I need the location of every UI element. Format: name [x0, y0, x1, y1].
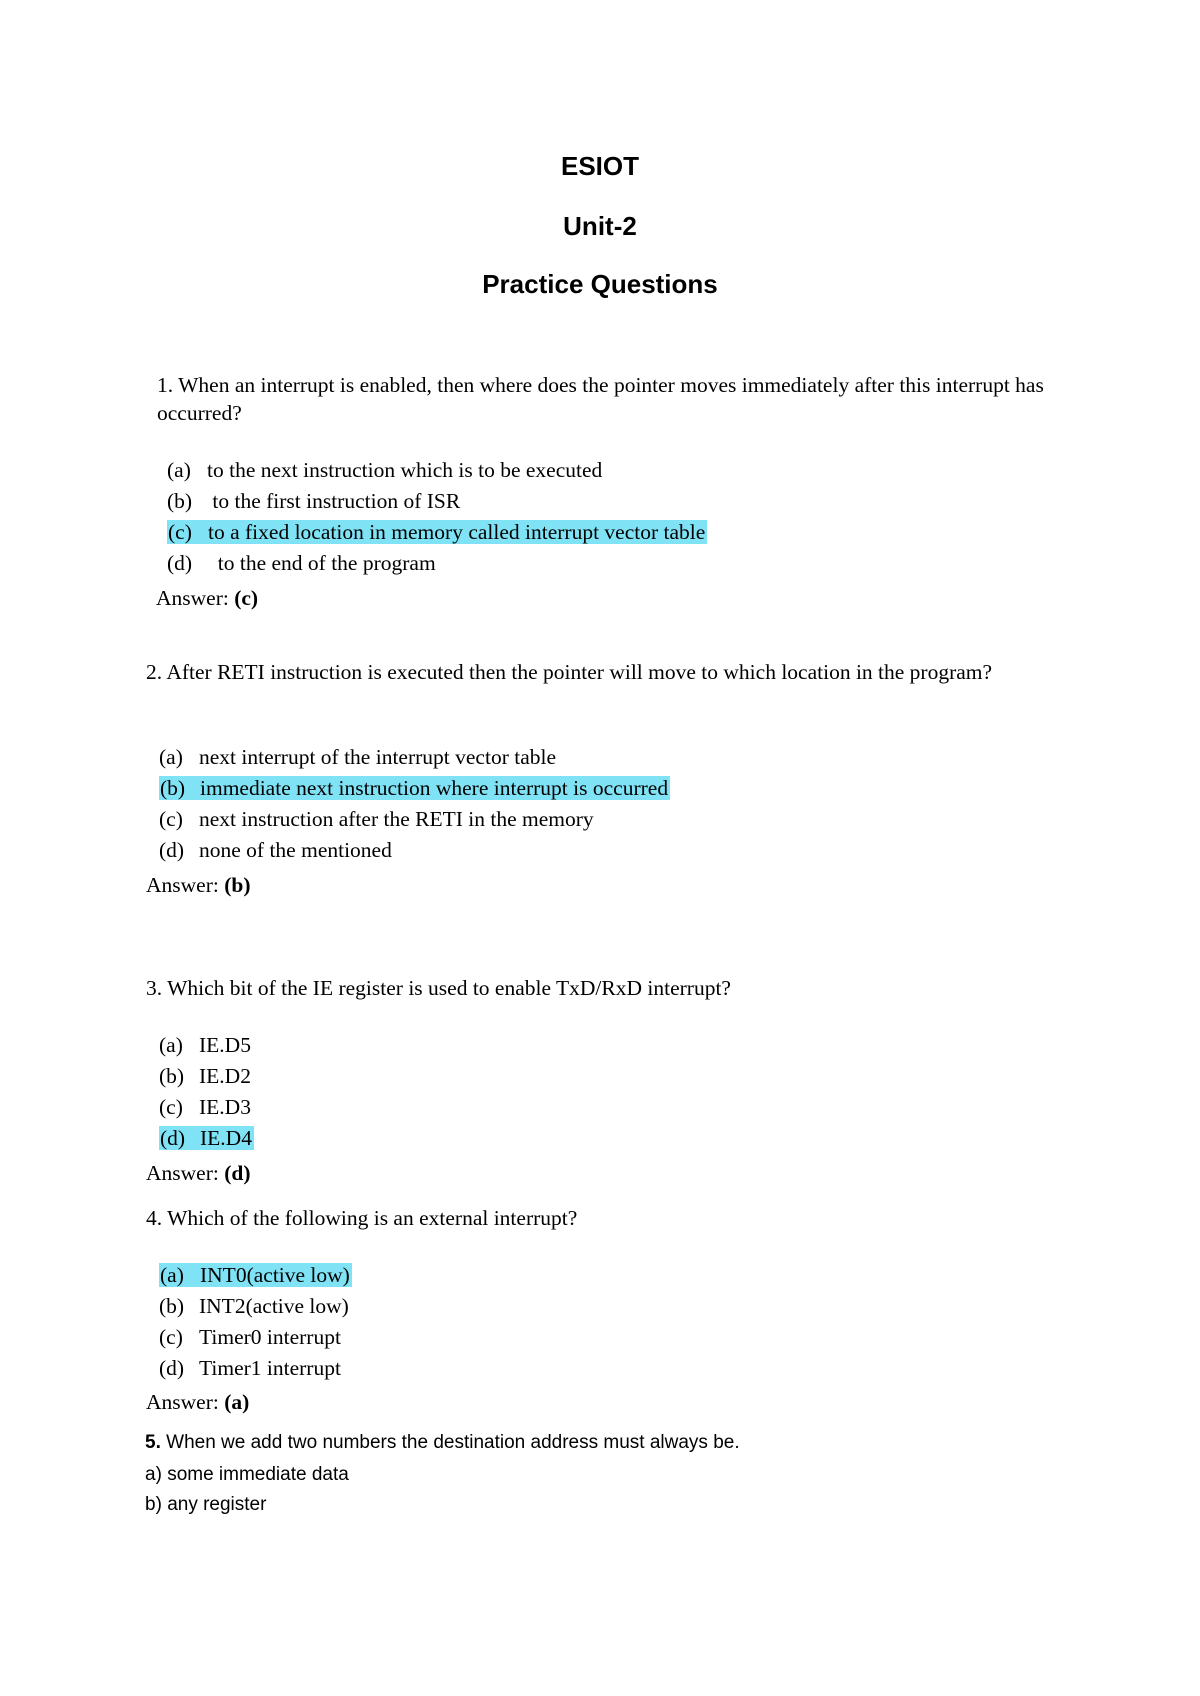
- question-5-options: [145, 1460, 349, 1520]
- question-4-option-c: (c) Timer0 interrupt: [159, 1325, 341, 1349]
- question-3-option-d: [159, 1123, 254, 1154]
- question-1-option-d: (d) to the end of the program: [167, 551, 436, 575]
- question-2-options: [159, 742, 670, 866]
- question-3-answer: Answer: (d): [146, 1161, 251, 1185]
- question-1-text: 1. When an interrupt is enabled, then where does the pointer moves immediately after this interrupt has occurred?: [157, 373, 1044, 425]
- question-1-option-c: [167, 517, 707, 548]
- course-title: ESIOT: [560, 151, 639, 181]
- question-2-option-a: (a) next interrupt of the interrupt vector table: [159, 745, 557, 769]
- question-5-text: 5. When we add two numbers the destination address must always be.: [145, 1432, 740, 1453]
- question-4-options: [159, 1260, 352, 1384]
- question-4-answer: Answer: (a): [146, 1390, 250, 1414]
- question-2-text: 2. After RETI instruction is executed then the pointer will move to which location in the program?: [146, 660, 993, 684]
- question-2-option-d: (d) none of the mentioned: [159, 838, 392, 862]
- question-2-option-b: [159, 773, 670, 804]
- question-5-option-a: a) some immediate data: [145, 1464, 349, 1485]
- question-3-option-a: (a) IE.D5: [159, 1033, 251, 1057]
- question-3-options: [159, 1030, 254, 1154]
- answer-highlight: (c) to a fixed location in memory called interrupt vector table: [168, 520, 706, 544]
- question-3-option-c: (c) IE.D3: [159, 1095, 251, 1119]
- question-2-option-c: (c) next instruction after the RETI in the memory: [159, 807, 594, 831]
- question-3-option-b: (b) IE.D2: [159, 1064, 251, 1088]
- question-4-text: 4. Which of the following is an external interrupt?: [146, 1206, 578, 1230]
- question-4-option-a: [159, 1260, 352, 1291]
- question-1-option-a: (a) to the next instruction which is to be executed: [167, 458, 603, 482]
- unit-title: Unit-2: [563, 211, 637, 241]
- question-4-option-b: (b) INT2(active low): [159, 1294, 349, 1318]
- question-5-option-b: b) any register: [145, 1494, 267, 1515]
- answer-highlight: (d) IE.D4: [160, 1126, 252, 1150]
- answer-highlight: (b) immediate next instruction where interrupt is occurred: [160, 776, 669, 800]
- answer-highlight: (a) INT0(active low): [160, 1263, 350, 1287]
- page-subtitle: Practice Questions: [482, 269, 718, 299]
- question-3-text: 3. Which bit of the IE register is used to enable TxD/RxD interrupt?: [146, 976, 731, 1000]
- question-1-options: [167, 455, 707, 579]
- question-2-answer: Answer: (b): [146, 873, 251, 897]
- question-1-answer: Answer: (c): [156, 586, 259, 610]
- question-4-option-d: (d) Timer1 interrupt: [159, 1356, 341, 1380]
- question-1-option-b: (b) to the first instruction of ISR: [167, 489, 461, 513]
